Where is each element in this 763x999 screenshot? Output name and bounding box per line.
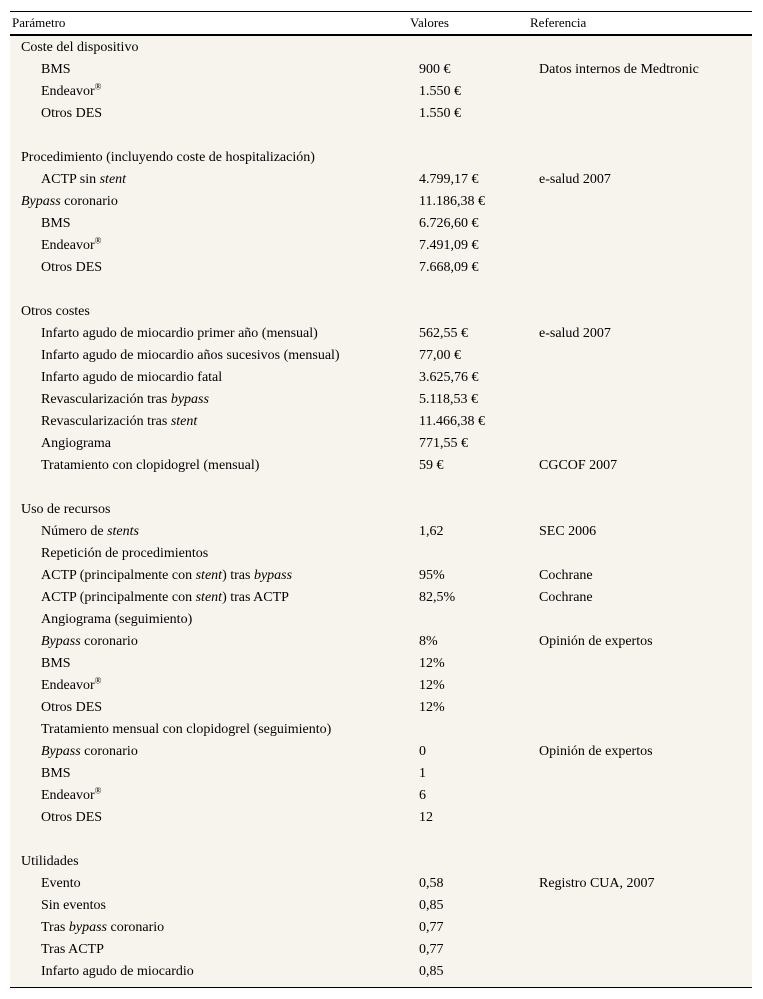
table-row [10,521,752,543]
value-cell: 1.550 € [419,106,461,121]
registered-mark: ® [94,81,102,92]
reference-cell: Datos internos de Medtronic [539,62,699,77]
param-text: Infarto agudo de miocardio fatal [41,370,223,385]
value-cell: 12 [419,810,433,825]
param-text: Endeavor [41,678,95,693]
param-cell [41,809,102,827]
param-text: BMS [41,656,71,671]
reference-cell: Cochrane [539,590,593,605]
table-bottom-rule [10,987,752,988]
param-cell [21,501,110,519]
param-text: Infarto agudo de miocardio primer año (mensual) [41,326,318,341]
reference-cell: Registro CUA, 2007 [539,876,655,891]
param-cell [41,611,192,629]
param-cell [41,391,209,409]
param-cell [41,61,71,79]
table-row [10,345,752,367]
param-text: ACTP sin [41,172,100,187]
reference-cell: Cochrane [539,568,593,583]
param-cell [41,105,102,123]
param-cell [41,897,106,915]
value-cell: 59 € [419,458,444,473]
param-text: Endeavor [41,84,95,99]
param-cell [41,171,126,189]
row-spacer [10,477,752,499]
param-cell [41,567,292,585]
param-text: coronario [107,920,165,935]
param-text: Tras ACTP [41,942,104,957]
param-cell [41,633,138,651]
param-text: Tras [41,920,69,935]
reference-cell: CGCOF 2007 [539,458,618,473]
value-cell: 771,55 € [419,436,468,451]
header-referencia: Referencia [530,15,587,30]
param-cell [21,39,138,57]
value-cell: 11.186,38 € [419,194,485,209]
param-text: Endeavor [41,788,95,803]
value-cell: 77,00 € [419,348,461,363]
table-section-row [10,37,752,59]
table-section-row [10,147,752,169]
param-cell [21,149,315,167]
table-row [10,763,752,785]
value-cell: 0,58 [419,876,444,891]
parameters-table [10,11,752,988]
table-row [10,653,752,675]
param-text: Angiograma [41,436,111,451]
table-row [10,939,752,961]
param-cell [41,435,111,453]
param-cell [41,919,164,937]
param-text: ) tras [222,568,254,583]
table-row [10,785,752,807]
param-cell [21,303,90,321]
value-cell: 4.799,17 € [419,172,479,187]
param-text: Número de [41,524,108,539]
table-row [10,367,752,389]
value-cell: 7.491,09 € [419,238,479,253]
value-cell: 11.466,38 € [419,414,485,429]
param-cell [41,545,208,563]
param-cell [41,83,102,101]
table-row [10,609,752,631]
table-row [10,433,752,455]
value-cell: 900 € [419,62,451,77]
param-text: stents [107,524,139,539]
param-text: Revascularización tras [41,392,171,407]
table-row [10,455,752,477]
param-text: bypass [68,920,108,935]
param-text: Otros DES [41,810,103,825]
param-cell [41,655,71,673]
param-cell [21,853,79,871]
param-cell [41,875,81,893]
value-cell: 12% [419,678,445,693]
reference-cell: SEC 2006 [539,524,597,539]
value-cell: 0,77 [419,942,444,957]
param-text: ) tras ACTP [222,590,289,605]
param-cell [41,347,340,365]
table-row [10,257,752,279]
table-body [10,36,752,987]
param-text: Bypass [41,744,81,759]
table-section-row [10,301,752,323]
param-text: Angiograma (seguimiento) [41,612,193,627]
value-cell: 8% [419,634,438,649]
param-cell [41,941,104,959]
table-row [10,895,752,917]
table-row [10,631,752,653]
param-text: coronario [80,634,138,649]
param-text: Bypass [41,634,81,649]
value-cell: 12% [419,700,445,715]
param-text: Otros DES [41,700,103,715]
param-cell [41,259,102,277]
value-cell: 0,85 [419,964,444,979]
param-text: Tratamiento con clopidogrel (mensual) [41,458,260,473]
param-text: BMS [41,62,71,77]
value-cell: 1 [419,766,426,781]
param-cell [41,765,71,783]
param-text: Sin eventos [41,898,106,913]
param-text: ACTP (principalmente con [41,590,196,605]
registered-mark: ® [94,785,102,796]
param-cell [41,699,102,717]
table-row [10,587,752,609]
value-cell: 1,62 [419,524,444,539]
header-valores: Valores [410,15,449,30]
table-row [10,59,752,81]
param-text: Revascularización tras [41,414,171,429]
value-cell: 6.726,60 € [419,216,479,231]
reference-cell: e-salud 2007 [539,172,611,187]
table-row [10,961,752,983]
table-row [10,411,752,433]
value-cell: 3.625,76 € [419,370,479,385]
table-row [10,103,752,125]
reference-cell: e-salud 2007 [539,326,611,341]
row-spacer [10,279,752,301]
value-cell: 7.668,09 € [419,260,479,275]
table-row [10,697,752,719]
param-text: Endeavor [41,238,95,253]
table-row [10,389,752,411]
param-text: Otros costes [21,304,90,319]
value-cell: 0,77 [419,920,444,935]
param-text: Bypass [21,194,61,209]
table-section-row [10,851,752,873]
param-text: Infarto agudo de miocardio años sucesivos (mensual) [41,348,340,363]
table-row [10,235,752,257]
table-row [10,213,752,235]
param-text: Otros DES [41,106,103,121]
param-cell [41,787,102,805]
param-cell [21,193,118,211]
param-text: stent [170,414,198,429]
param-text: stent [195,568,223,583]
value-cell: 0,85 [419,898,444,913]
table-row [10,169,752,191]
param-text: Coste del dispositivo [21,40,139,55]
row-spacer [10,829,752,851]
param-text: Tratamiento mensual con clopidogrel (seguimiento) [41,722,332,737]
param-cell [41,721,331,739]
table-row [10,719,752,741]
value-cell: 6 [419,788,426,803]
param-cell [41,677,102,695]
table-row [10,565,752,587]
param-text: Evento [41,876,81,891]
reference-cell: Opinión de expertos [539,634,653,649]
registered-mark: ® [94,235,102,246]
param-text: stent [195,590,223,605]
param-text: BMS [41,216,71,231]
value-cell: 95% [419,568,445,583]
row-spacer [10,125,752,147]
param-text: Otros DES [41,260,103,275]
param-text: stent [99,172,127,187]
param-text: Procedimiento (incluyendo coste de hospitalización) [21,150,315,165]
table-row [10,81,752,103]
value-cell: 12% [419,656,445,671]
param-cell [41,369,222,387]
param-text: bypass [253,568,293,583]
param-cell [41,963,194,981]
value-cell: 82,5% [419,590,456,605]
param-cell [41,457,259,475]
value-cell: 1.550 € [419,84,461,99]
table-row [10,873,752,895]
param-cell [41,237,102,255]
param-text: coronario [80,744,138,759]
table-row [10,741,752,763]
table-header [10,12,752,34]
value-cell: 5.118,53 € [419,392,478,407]
param-cell [41,215,71,233]
param-text: bypass [170,392,209,407]
param-cell [41,413,197,431]
table-row [10,323,752,345]
param-cell [41,589,289,607]
table-row [10,543,752,565]
table-row [10,807,752,829]
registered-mark: ® [94,675,102,686]
param-cell [41,523,139,541]
param-cell [41,743,138,761]
param-text: Infarto agudo de miocardio [41,964,194,979]
value-cell: 0 [419,744,426,759]
table-section-row [10,499,752,521]
header-parametro: Parámetro [12,15,66,30]
table-row [10,917,752,939]
param-text: BMS [41,766,71,781]
value-cell: 562,55 € [419,326,468,341]
param-text: Repetición de procedimientos [41,546,209,561]
param-text: coronario [60,194,118,209]
param-text: ACTP (principalmente con [41,568,196,583]
table-row [10,675,752,697]
param-text: Uso de recursos [21,502,111,517]
reference-cell: Opinión de expertos [539,744,653,759]
param-cell [41,325,318,343]
table-section-row [10,191,752,213]
param-text: Utilidades [21,854,79,869]
